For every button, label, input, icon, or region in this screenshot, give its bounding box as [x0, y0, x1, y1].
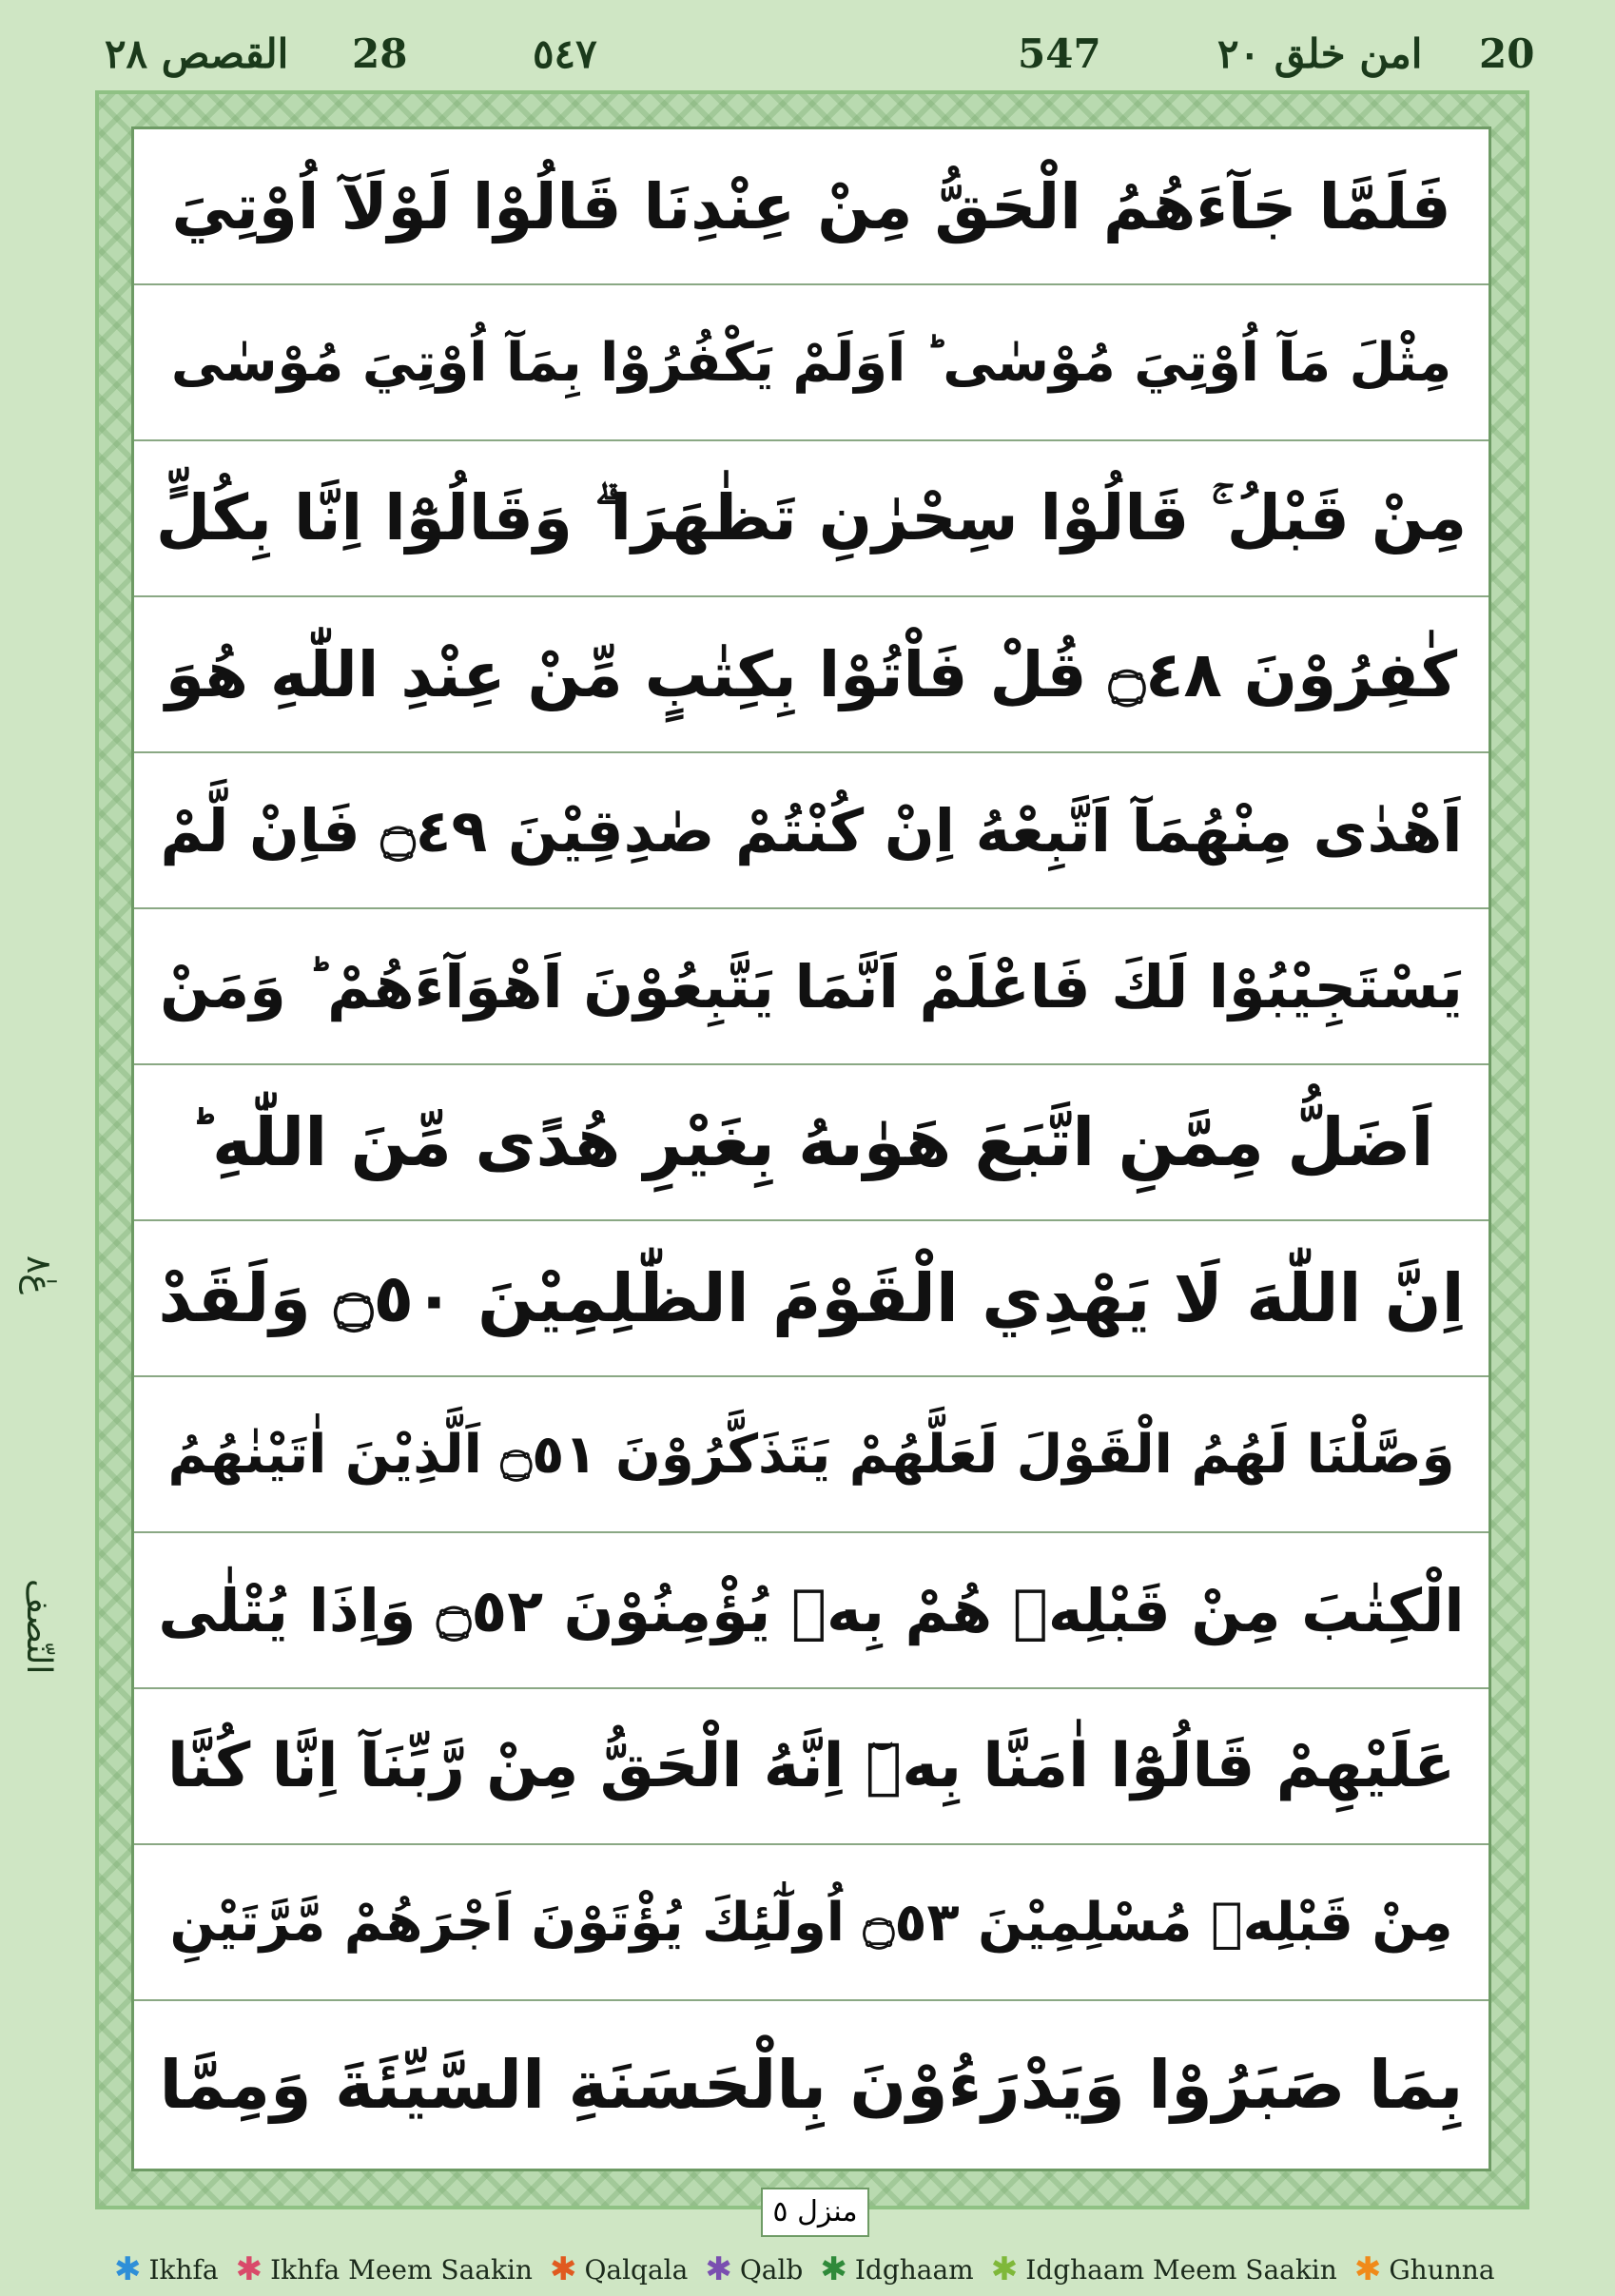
legend-label: Idghaam: [854, 2253, 974, 2286]
legend-item-ghunna: [1353, 2250, 1495, 2288]
verse-line: [134, 597, 1489, 753]
surah-number: 28: [352, 30, 408, 77]
legend-label: Idghaam Meem Saakin: [1025, 2253, 1337, 2286]
ruku-marker: عٰ٨: [19, 1255, 58, 1294]
nisf-marker: النّصف: [19, 1579, 58, 1675]
legend-item-qalqala: [549, 2250, 689, 2288]
verse-line-text: مِنْ قَبْلُ ۚ قَالُوْا سِحْرٰنِ تَظٰهَرَا ۗ وَقَالُوْٓا اِنَّا بِكُلٍّ: [155, 480, 1468, 555]
juz-name: امن خلق ٢٠: [1217, 30, 1423, 77]
verse-line-text: بِمَا صَبَرُوْا وَيَدْرَءُوْنَ بِالْحَسَنَةِ السَّيِّئَةَ وَمِمَّا: [159, 2046, 1464, 2124]
verse-line-text: فَلَمَّا جَآءَهُمُ الْحَقُّ مِنْ عِنْدِنَا قَالُوْا لَوْلَآ اُوْتِيَ: [171, 169, 1451, 243]
star-icon: ✱: [114, 2250, 142, 2288]
legend-item-ikhfa-meem-saakin: [235, 2250, 533, 2288]
verse-line: [134, 1221, 1489, 1377]
verse-line-text: يَسْتَجِيْبُوْا لَكَ فَاعْلَمْ اَنَّمَا يَتَّبِعُوْنَ اَهْوَآءَهُمْ ؕ وَمَنْ: [160, 951, 1463, 1022]
legend-label: Ikhfa Meem Saakin: [270, 2253, 533, 2286]
verse-line: [134, 1689, 1489, 1845]
star-icon: ✱: [820, 2250, 847, 2288]
tajweed-legend: [0, 2243, 1615, 2296]
legend-label: Ghunna: [1389, 2253, 1495, 2286]
legend-label: Qalb: [739, 2253, 804, 2286]
verse-line-text: كٰفِرُوْنَ ۝٤٨ قُلْ فَاْتُوْا بِكِتٰبٍ مِّنْ عِنْدِ اللّٰهِ هُوَ: [165, 637, 1458, 711]
page-header: [0, 0, 1615, 88]
verse-line-text: اِنَّ اللّٰهَ لَا يَهْدِي الْقَوْمَ الظّٰلِمِيْنَ ۝٥٠ وَلَقَدْ: [158, 1259, 1465, 1337]
verse-line-text: وَصَّلْنَا لَهُمُ الْقَوْلَ لَعَلَّهُمْ يَتَذَكَّرُوْنَ ۝٥١ اَلَّذِيْنَ اٰتَيْنٰهُمُ: [167, 1423, 1455, 1486]
verse-line-text: اَهْدٰى مِنْهُمَآ اَتَّبِعْهُ اِنْ كُنْتُمْ صٰدِقِيْنَ ۝٤٩ فَاِنْ لَّمْ: [160, 795, 1463, 866]
verse-line: [134, 441, 1489, 597]
verse-line: [134, 1065, 1489, 1221]
legend-item-idghaam: [820, 2250, 974, 2288]
legend-label: Qalqala: [584, 2253, 689, 2286]
verse-line-text: عَلَيْهِمْ قَالُوْٓا اٰمَنَّا بِهٖٓ اِنَّهُ الْحَقُّ مِنْ رَّبِّنَآ اِنَّا كُنَّا: [166, 1731, 1456, 1801]
verse-line: [134, 909, 1489, 1065]
legend-item-idghaam-meem-saakin: [990, 2250, 1337, 2288]
verse-line: [134, 2001, 1489, 2169]
legend-label: Ikhfa: [148, 2253, 219, 2286]
verse-line: [134, 1533, 1489, 1689]
star-icon: ✱: [705, 2250, 732, 2288]
verse-line: [134, 1845, 1489, 2001]
star-icon: ✱: [549, 2250, 577, 2288]
manzil-label: منزل ٥: [761, 2188, 869, 2237]
verse-line-text: اَضَلُّ مِمَّنِ اتَّبَعَ هَوٰىهُ بِغَيْرِ هُدًى مِّنَ اللّٰهِ ؕ: [188, 1103, 1434, 1181]
quran-page: [131, 126, 1491, 2171]
verse-line: [134, 285, 1489, 441]
verse-line: [134, 1377, 1489, 1533]
verse-line-text: مِنْ قَبْلِهٖ مُسْلِمِيْنَ ۝٥٣ اُولٰٓئِكَ يُؤْتَوْنَ اَجْرَهُمْ مَّرَّتَيْنِ: [169, 1891, 1453, 1954]
star-icon: ✱: [1353, 2250, 1382, 2288]
verse-line: [134, 753, 1489, 909]
verse-line: [134, 129, 1489, 285]
page-number-arabic: ٥٤٧: [533, 30, 597, 77]
star-icon: ✱: [235, 2250, 263, 2288]
star-icon: ✱: [990, 2250, 1019, 2288]
page-number: 547: [1018, 30, 1101, 77]
legend-item-ikhfa: [114, 2250, 219, 2288]
surah-name: القصص ٢٨: [105, 30, 289, 77]
legend-item-qalb: [705, 2250, 804, 2288]
verse-line-text: الْكِتٰبَ مِنْ قَبْلِهٖ هُمْ بِهٖ يُؤْمِنُوْنَ ۝٥٢ وَاِذَا يُتْلٰى: [158, 1575, 1465, 1645]
juz-number: 20: [1479, 30, 1535, 77]
verse-line-text: مِثْلَ مَآ اُوْتِيَ مُوْسٰى ؕ اَوَلَمْ يَكْفُرُوْا بِمَآ اُوْتِيَ مُوْسٰى: [170, 331, 1452, 394]
